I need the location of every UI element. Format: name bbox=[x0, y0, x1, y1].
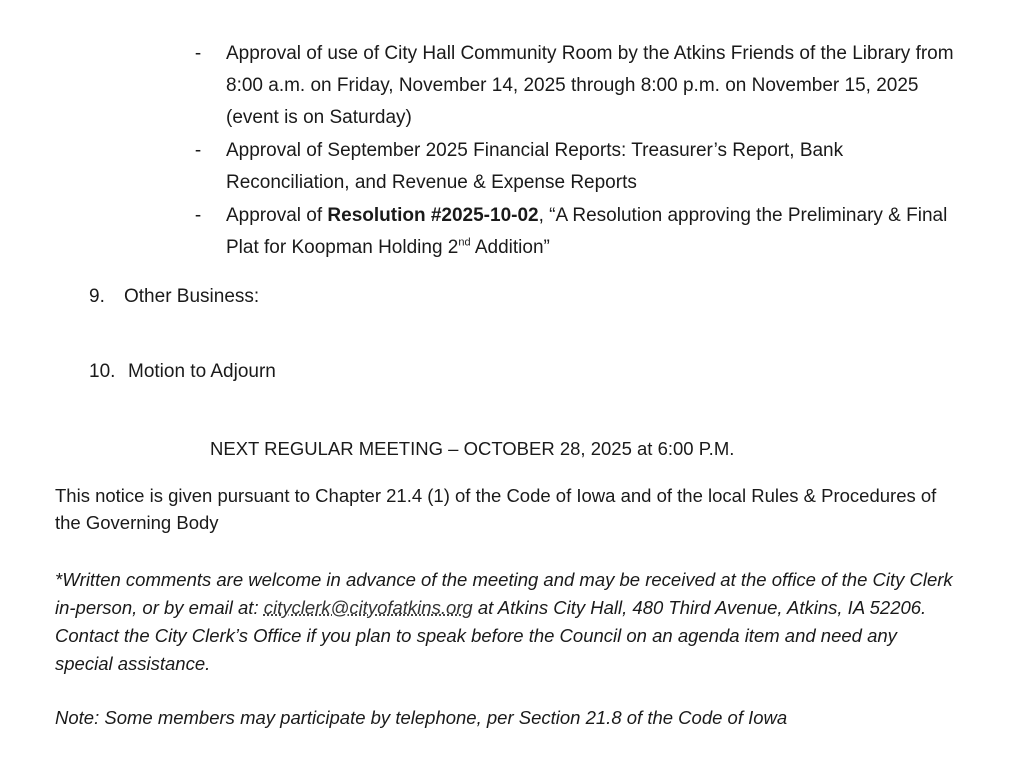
list-item bbox=[0, 38, 1024, 134]
ordinal-superscript: nd bbox=[458, 236, 471, 249]
comments-text-after: at Atkins City Hall, 480 Third Avenue, Atkins, IA 52206. Contact the City Clerk’s Office if you plan to speak before the Council on an agenda item and need any special assistance. bbox=[55, 597, 927, 674]
email-link[interactable]: cityclerk@cityofatkins.org bbox=[263, 597, 473, 618]
consent-agenda-list bbox=[0, 38, 1024, 265]
item-number: 10. bbox=[89, 361, 116, 382]
bullet-dash: - bbox=[194, 43, 202, 64]
written-comments-paragraph bbox=[55, 566, 955, 678]
next-meeting-heading: NEXT REGULAR MEETING – OCTOBER 28, 2025 at 6:00 P.M. bbox=[210, 438, 735, 459]
resolution-number: Resolution #2025-10-02 bbox=[327, 205, 539, 226]
list-item-text: Approval of September 2025 Financial Reports: Treasurer’s Report, Bank Reconciliation, and Revenue & Expense Reports bbox=[226, 140, 844, 193]
telephone-note: Note: Some members may participate by telephone, per Section 21.8 of the Code of Iowa bbox=[55, 707, 788, 728]
legal-notice: This notice is given pursuant to Chapter 21.4 (1) of the Code of Iowa and of the local Rules & Procedures of the Governing Body bbox=[55, 485, 937, 533]
list-item-text-suffix: Addition” bbox=[470, 237, 550, 258]
list-item bbox=[0, 135, 1024, 199]
item-label: Motion to Adjourn bbox=[128, 361, 276, 382]
bullet-dash: - bbox=[194, 140, 202, 161]
item-number: 9. bbox=[89, 286, 105, 307]
comments-text-before: *Written comments are welcome in advance of the meeting and may be received at the office of the City Clerk in-person, or by email at: bbox=[55, 569, 953, 618]
agenda-item-other-business bbox=[89, 284, 259, 310]
list-item-text-middle: , “A Resolution approving the Preliminary & Final Plat for Koopman Holding 2 bbox=[226, 205, 948, 258]
agenda-item-adjourn bbox=[89, 359, 276, 385]
list-item-text: Approval of use of City Hall Community Room by the Atkins Friends of the Library from 8:00 a.m. on Friday, November 14, 2025 through 8:00 p.m. on November 15, 2025 (event is on Saturday) bbox=[226, 43, 954, 128]
list-item bbox=[0, 200, 1024, 264]
list-item-text-prefix: Approval of bbox=[226, 205, 328, 226]
bullet-dash: - bbox=[194, 205, 202, 226]
item-label: Other Business: bbox=[124, 286, 260, 307]
